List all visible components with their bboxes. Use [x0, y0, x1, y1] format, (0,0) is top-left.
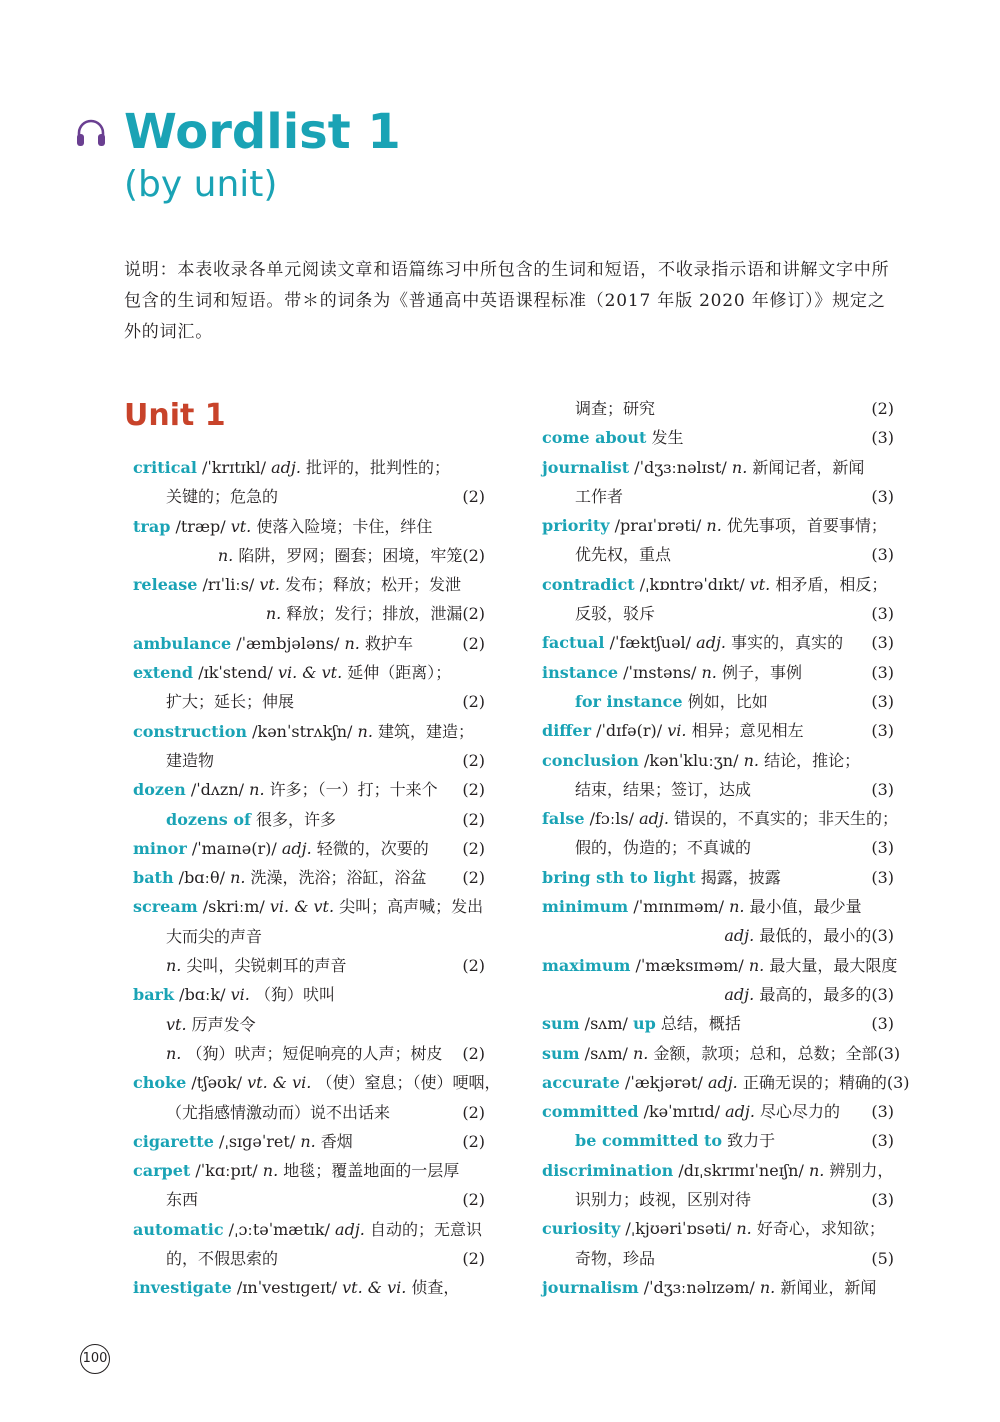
entry-continuation-row [542, 775, 894, 804]
headword: journalist [542, 457, 630, 477]
definition: 扩大；延长；伸展 [166, 692, 295, 712]
part-of-speech: vt. & vi. [247, 1073, 312, 1093]
unit-reference: (3) [871, 721, 894, 741]
unit-reference: (2) [462, 1131, 485, 1151]
headword: trap [133, 516, 171, 536]
part-of-speech: adj. [724, 984, 755, 1004]
definition: 建造物 [166, 750, 215, 770]
definition: 释放；发行；排放，泄漏 [286, 604, 463, 624]
part-of-speech: vi. [667, 721, 687, 741]
definition: 金额，款项；总和，总数；全部 [653, 1043, 878, 1063]
headword: choke [133, 1073, 187, 1093]
unit-reference: (2) [462, 956, 485, 976]
unit-reference: (2) [462, 1190, 485, 1210]
unit-reference: (2) [462, 633, 485, 653]
part-of-speech: adj. [281, 838, 312, 858]
phonetic: /praɪˈɒrəti/ [614, 516, 702, 536]
entry-row [133, 570, 485, 599]
unit-reference: (2) [462, 868, 485, 888]
entry-row [133, 717, 485, 746]
definition: 尽心尽力的 [760, 1102, 841, 1122]
phonetic: /ˈdʒɜːnəlɪzəm/ [643, 1277, 755, 1297]
definition: 优先权，重点 [575, 545, 672, 565]
entry-row [133, 863, 485, 892]
phonetic: /ˈæmbjələns/ [236, 633, 340, 653]
entry-row [133, 980, 485, 1009]
headword: be committed to [575, 1131, 723, 1151]
headword: construction [133, 721, 248, 741]
definition: 致力于 [727, 1131, 776, 1151]
entry-row [542, 628, 894, 657]
definition: 洗澡，洗浴；浴缸，浴盆 [250, 868, 427, 888]
entry-row [542, 453, 894, 482]
phonetic: /sʌm/ [584, 1043, 628, 1063]
entry-row [542, 511, 894, 540]
headword: contradict [542, 574, 635, 594]
entry-row [133, 453, 485, 482]
entry-row [542, 1214, 894, 1243]
headword: scream [133, 897, 198, 917]
definition: 轻微的，次要的 [316, 838, 429, 858]
part-of-speech: n. [265, 604, 282, 624]
entry-row [133, 1068, 501, 1097]
part-of-speech: n. [808, 1160, 825, 1180]
intro-note: 说明：本表收录各单元阅读文章和语篇练习中所包含的生词和短语，不收录指示语和讲解文字中所包含的生词和短语。带＊的词条为《普通高中英语课程标准（2017 年版 2020 年修订）》规定之外的词汇。 [124, 260, 890, 342]
definition: 新闻业，新闻 [780, 1277, 877, 1297]
entry-row [542, 1097, 894, 1126]
part-of-speech: vi. & vt. [277, 663, 343, 683]
phonetic: /ˈmɪnɪməm/ [633, 897, 725, 917]
entry-continuation-row [133, 951, 485, 980]
definition: 关键的；危急的 [166, 487, 279, 507]
headword: automatic [133, 1219, 224, 1239]
entry-row [542, 1009, 894, 1038]
phonetic: /sʌm/ [584, 1014, 628, 1034]
unit-reference: (3) [871, 604, 894, 624]
unit-reference: (2) [462, 750, 485, 770]
part-of-speech: n. [230, 868, 246, 888]
part-of-speech: n. [706, 516, 722, 536]
entry-row [133, 1156, 485, 1185]
part-of-speech: n. [166, 1043, 182, 1063]
phonetic: /kəˈmɪtɪd/ [643, 1102, 721, 1122]
definition: 正确无误的；精确的 [742, 1072, 887, 1092]
definition: 陷阱，罗网；圈套；困境，牢笼 [238, 545, 463, 565]
headword: bark [133, 985, 175, 1005]
part-of-speech: n. [357, 721, 373, 741]
entry-continuation-row [542, 540, 894, 569]
entry-row [542, 570, 894, 599]
definition: 很多，许多 [255, 809, 336, 829]
entry-row [542, 863, 894, 892]
phonetic: /tʃəʊk/ [191, 1073, 243, 1093]
phonetic: /bɑːk/ [179, 985, 226, 1005]
definition: 假的，伪造的；不真诚的 [575, 838, 752, 858]
part-of-speech: n. [729, 897, 745, 917]
headword: maximum [542, 955, 631, 975]
unit-reference: (2) [462, 1043, 485, 1063]
headword: instance [542, 662, 619, 682]
unit-reference: (3) [886, 1072, 910, 1092]
definition: 例子，事例 [721, 662, 802, 682]
headword: differ [542, 721, 592, 741]
definition: 香烟 [320, 1131, 353, 1151]
part-of-speech: n. [632, 1043, 649, 1063]
phonetic: /kənˈstrʌkʃn/ [252, 721, 353, 741]
unit-reference: (5) [871, 1248, 894, 1268]
definition: 反驳，驳斥 [575, 604, 656, 624]
definition: 相异；意见相左 [691, 721, 804, 741]
phonetic: /rɪˈliːs/ [202, 575, 255, 595]
definition: 侦查， [411, 1278, 460, 1298]
part-of-speech: n. [759, 1277, 776, 1297]
part-of-speech: adj. [639, 809, 669, 829]
headword: factual [542, 633, 605, 653]
unit-reference: (3) [871, 984, 894, 1004]
headword: for instance [575, 691, 683, 711]
headword: come about [542, 428, 647, 448]
unit-reference: (3) [877, 1043, 901, 1063]
phonetic: /ˌkjʊəriˈɒsəti/ [625, 1219, 732, 1239]
phonetic: /dɪˌskrɪmɪˈneɪʃn/ [678, 1160, 804, 1180]
headword: minimum [542, 897, 629, 917]
unit-reference: (2) [462, 487, 485, 507]
headword: journalism [542, 1277, 639, 1297]
phonetic: /ˈdʌzn/ [190, 780, 245, 800]
definition: 例如，比如 [687, 691, 768, 711]
part-of-speech: n. [166, 956, 182, 976]
unit-reference: (3) [871, 867, 894, 887]
phonetic: /skriːm/ [202, 897, 265, 917]
definition: 地毯；覆盖地面的一层厚 [283, 1161, 460, 1181]
part-of-speech: vt. [230, 516, 252, 536]
definition: （狗）吠叫 [254, 985, 335, 1005]
entry-continuation-row [542, 482, 894, 511]
entry-row [133, 658, 485, 687]
unit-reference: (2) [462, 1102, 485, 1122]
part-of-speech: n. [731, 457, 748, 477]
phonetic: /ˈɪnstəns/ [623, 662, 697, 682]
headword: discrimination [542, 1160, 674, 1180]
definition: 事实的，真实的 [731, 633, 844, 653]
entry-row [542, 804, 899, 833]
entry-continuation-row [133, 541, 485, 570]
part-of-speech: vi. & vt. [269, 897, 335, 917]
phonetic: /ˌsɪɡəˈret/ [219, 1131, 296, 1151]
entry-continuation-row [133, 1244, 485, 1273]
part-of-speech: adj. [724, 926, 755, 946]
definition: （使）窒息；（使）哽咽， [316, 1073, 501, 1093]
phonetic: /ˌkɒntrəˈdɪkt/ [639, 574, 745, 594]
wordlist-right-column [542, 394, 910, 1302]
entry-row [542, 716, 894, 745]
headword: false [542, 809, 585, 829]
headphones-icon [74, 116, 108, 150]
entry-continuation-row [133, 922, 485, 951]
part-of-speech: n. [344, 633, 360, 653]
headword: extend [133, 663, 194, 683]
entry-row [542, 951, 898, 980]
unit-reference: (3) [871, 1190, 894, 1210]
definition: 最小值，最少量 [749, 897, 862, 917]
part-of-speech: adj. [271, 458, 301, 477]
entry-row [133, 1127, 485, 1156]
unit-reference: (3) [871, 486, 894, 506]
definition: 总结，概括 [660, 1014, 741, 1034]
part-of-speech: n. [262, 1161, 279, 1181]
definition: 优先事项，首要事情； [726, 516, 887, 536]
definition: 尖叫，尖锐刺耳的声音 [186, 956, 347, 976]
unit-heading: Unit 1 [124, 398, 226, 433]
headword: bath [133, 868, 174, 888]
entry-continuation-row [133, 482, 485, 511]
phonetic: /træp/ [175, 516, 226, 536]
page-subtitle: (by unit) [124, 164, 278, 205]
definition: 揭露，披露 [700, 867, 781, 887]
unit-reference: (2) [462, 780, 485, 800]
definition: 尖叫；高声喊；发出 [339, 897, 484, 917]
definition: 建筑，建造； [378, 721, 475, 741]
unit-reference: (3) [871, 545, 894, 565]
entry-continuation-row [542, 599, 894, 628]
definition: 延伸（距离）； [347, 663, 452, 683]
headword: sum [542, 1014, 580, 1034]
part-of-speech: n. [701, 662, 717, 682]
phonetic: /ˈdʒɜːnəlɪst/ [634, 457, 727, 477]
unit-reference: (2) [462, 1249, 485, 1269]
headword: priority [542, 516, 610, 536]
phonetic: /ˈækjərət/ [624, 1072, 703, 1092]
entry-continuation-row [542, 921, 894, 950]
entry-continuation-row [133, 1185, 485, 1214]
entry-continuation-row [542, 980, 894, 1009]
entry-row [133, 629, 485, 658]
definition: 许多；（一）打；十来个 [269, 780, 438, 800]
entry-continuation-row [133, 805, 485, 834]
unit-reference: (3) [871, 1102, 894, 1122]
unit-reference: (3) [871, 662, 894, 682]
phonetic: /ɪnˈvestɪɡeɪt/ [236, 1278, 338, 1298]
wordlist-left-column [133, 453, 501, 1303]
entry-row [542, 1068, 910, 1097]
page-title: Wordlist 1 [124, 104, 401, 160]
definition: 辨别力， [829, 1160, 894, 1180]
unit-reference: (2) [462, 545, 485, 565]
definition: 错误的，不真实的；非天生的； [674, 809, 899, 829]
headword: dozens of [166, 809, 251, 829]
definition: 最大量，最大限度 [769, 955, 898, 975]
entry-continuation-row [542, 394, 894, 423]
definition: 救护车 [364, 633, 413, 653]
definition: 相矛盾，相反； [775, 574, 888, 594]
definition: （狗）吠声；短促响亮的人声；树皮 [186, 1043, 443, 1063]
part-of-speech: vt. & vi. [342, 1278, 407, 1298]
headword: curiosity [542, 1219, 621, 1239]
entry-continuation-row [133, 599, 485, 628]
unit-reference: (3) [871, 1131, 894, 1151]
definition: 大而尖的声音 [166, 926, 263, 946]
definition: 结论，推论； [764, 750, 861, 770]
phonetic: /ˈdɪfə(r)/ [596, 721, 663, 741]
entry-continuation-row [542, 1185, 894, 1214]
phonetic: /ˌɔːtəˈmætɪk/ [228, 1219, 330, 1239]
definition: 新闻记者，新闻 [752, 457, 865, 477]
phonetic: /ˈmæksɪməm/ [635, 955, 744, 975]
headword-particle: up [632, 1014, 656, 1034]
unit-reference: (2) [871, 399, 894, 418]
part-of-speech: n. [736, 1219, 752, 1239]
entry-continuation-row [133, 1010, 485, 1039]
phonetic: /fɔːls/ [589, 809, 634, 829]
entry-continuation-row [542, 1244, 894, 1273]
headword: investigate [133, 1278, 232, 1298]
entry-row [542, 423, 894, 452]
unit-reference: (2) [462, 604, 485, 624]
definition: 使落入险境；卡住，绊住 [256, 516, 433, 536]
definition: 发布；释放；松开；发泄 [285, 575, 462, 595]
unit-reference: (3) [871, 633, 894, 653]
entry-continuation-row [133, 746, 485, 775]
unit-reference: (3) [871, 428, 894, 448]
part-of-speech: adj. [707, 1072, 738, 1092]
entry-row [542, 658, 894, 687]
definition: 奇物，珍品 [575, 1248, 656, 1268]
unit-reference: (2) [462, 838, 485, 858]
phonetic: /ˈfæktʃuəl/ [609, 633, 692, 653]
part-of-speech: n. [249, 780, 265, 800]
headword: conclusion [542, 750, 639, 770]
entry-row [542, 892, 894, 921]
part-of-speech: n. [300, 1131, 316, 1151]
headword: minor [133, 838, 187, 858]
headword: committed [542, 1102, 639, 1122]
headword: critical [133, 458, 197, 477]
part-of-speech: vt. [166, 1014, 187, 1034]
unit-reference: (3) [871, 926, 894, 946]
part-of-speech: adj. [335, 1219, 365, 1239]
part-of-speech: n. [743, 750, 759, 770]
unit-reference: (3) [871, 691, 894, 711]
definition: 工作者 [575, 486, 624, 506]
phonetic: /ˈkrɪtɪkl/ [202, 458, 266, 477]
phonetic: /ˈkɑːpɪt/ [195, 1161, 258, 1181]
entry-row [133, 834, 485, 863]
definition: 的，不假思索的 [166, 1249, 279, 1269]
entry-row [542, 1273, 894, 1302]
headword: carpet [133, 1161, 191, 1181]
definition: 调查；研究 [575, 399, 656, 418]
part-of-speech: vt. [749, 574, 771, 594]
headword: bring sth to light [542, 867, 696, 887]
entry-row [133, 1273, 485, 1302]
headword: accurate [542, 1072, 620, 1092]
phonetic: /ˈmaɪnə(r)/ [191, 838, 277, 858]
headword: dozen [133, 780, 186, 800]
entry-row [133, 1215, 485, 1244]
definition: 识别力；歧视，区别对待 [575, 1190, 752, 1210]
part-of-speech: adj. [725, 1102, 755, 1122]
part-of-speech: vi. [230, 985, 250, 1005]
unit-reference: (2) [462, 809, 485, 829]
entry-continuation-row [133, 1039, 485, 1068]
headword: sum [542, 1043, 580, 1063]
definition: 批评的，批判性的； [306, 458, 451, 477]
unit-reference: (3) [871, 779, 894, 799]
definition: 自动的；无意识 [369, 1219, 482, 1239]
definition: 发生 [651, 428, 684, 448]
unit-reference: (2) [462, 692, 485, 712]
phonetic: /bɑːθ/ [178, 868, 225, 888]
definition: 东西 [166, 1190, 199, 1210]
entry-continuation-row [542, 1126, 894, 1155]
entry-row [133, 892, 485, 921]
definition: 厉声发令 [191, 1014, 256, 1034]
phonetic: /kənˈkluːʒn/ [643, 750, 739, 770]
headword: release [133, 575, 198, 595]
entry-row [133, 775, 485, 804]
part-of-speech: adj. [696, 633, 726, 653]
part-of-speech: n. [748, 955, 765, 975]
part-of-speech: n. [217, 545, 234, 565]
definition: 最高的，最多的 [759, 984, 872, 1004]
unit-reference: (3) [871, 838, 894, 858]
entry-continuation-row [133, 1098, 485, 1127]
headword: cigarette [133, 1131, 214, 1151]
definition: （尤指感情激动而）说不出话来 [166, 1102, 391, 1122]
headword: ambulance [133, 633, 232, 653]
entry-row [542, 1156, 894, 1185]
entry-continuation-row [542, 833, 894, 862]
part-of-speech: vt. [259, 575, 280, 595]
entry-row [133, 512, 485, 541]
definition: 最低的，最小的 [759, 926, 872, 946]
entry-continuation-row [133, 687, 485, 716]
phonetic: /ɪkˈstend/ [198, 663, 273, 683]
entry-continuation-row [542, 687, 894, 716]
definition: 好奇心，求知欲； [756, 1219, 885, 1239]
entry-row [542, 1039, 901, 1068]
unit-reference: (3) [871, 1014, 894, 1034]
page-number: 100 [80, 1344, 110, 1374]
definition: 结束，结果；签订，达成 [575, 779, 752, 799]
entry-row [542, 746, 894, 775]
